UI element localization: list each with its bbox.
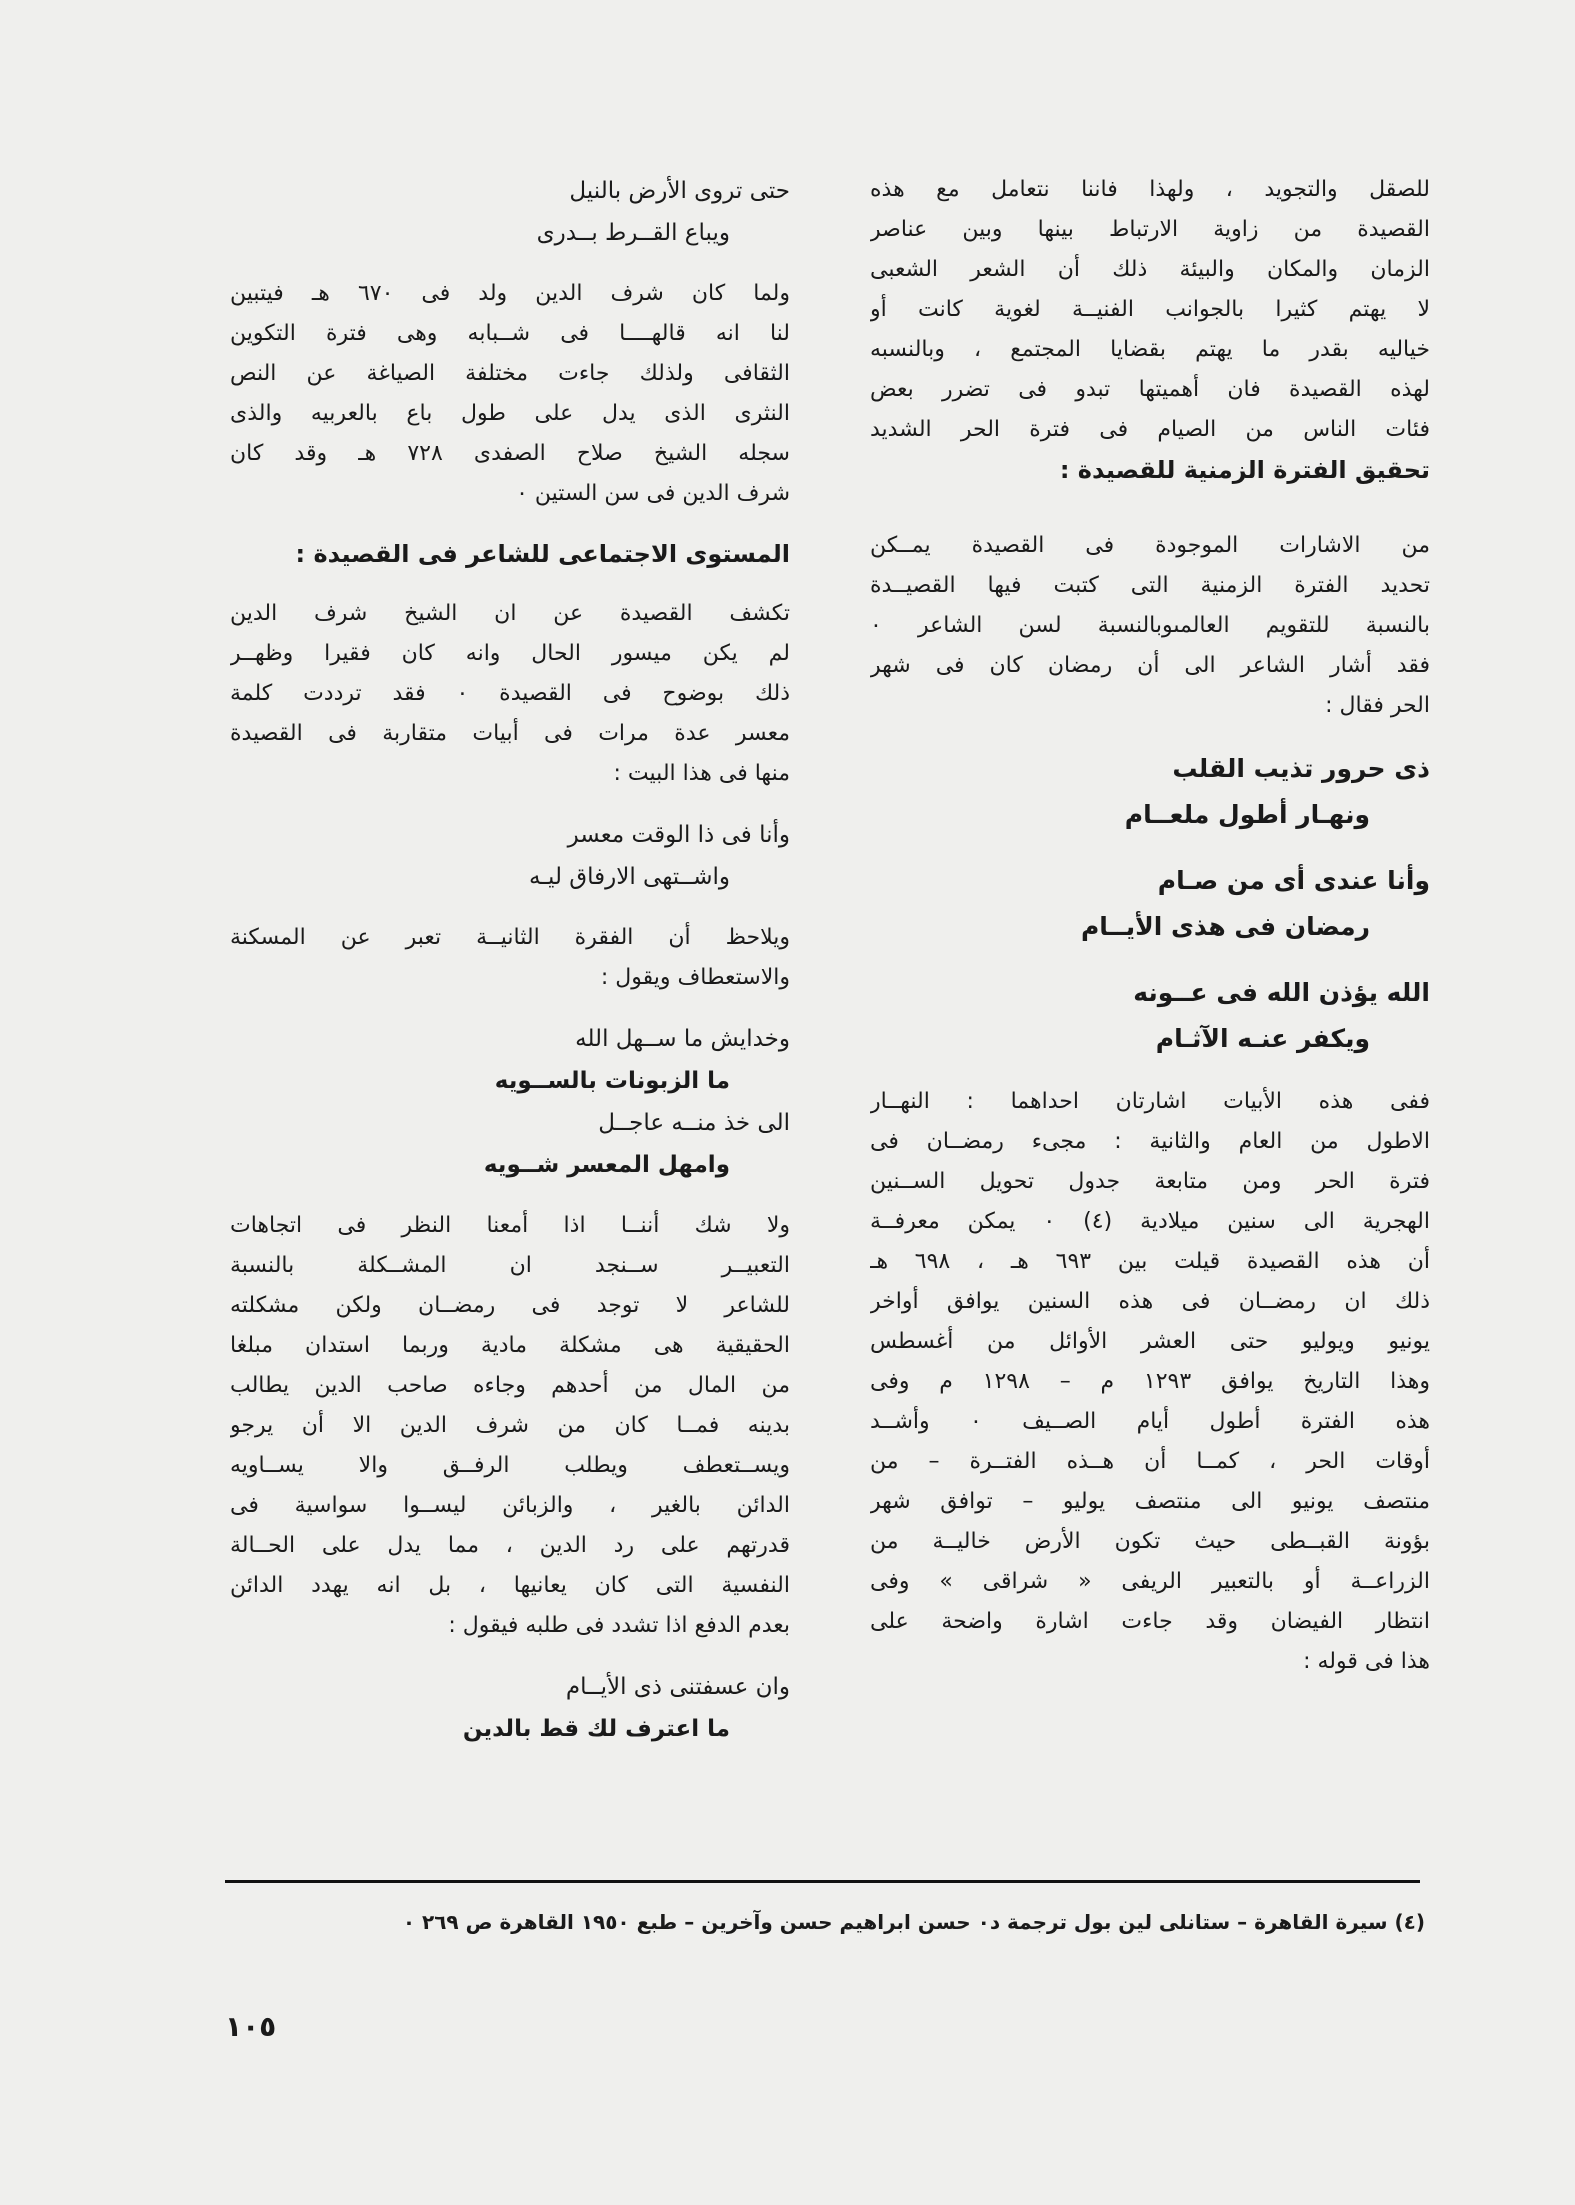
text-line: لنا انه قالهــــا فى شــبابه وهى فترة التكوين (230, 321, 790, 346)
text-line: النثرى الذى يدل على طول باع بالعربيه والذى (230, 401, 790, 426)
page-number: ١٠٥ (225, 2010, 277, 2043)
verse-stanza-6 (230, 1666, 790, 1750)
text-line: والاستعطاف ويقول : (600, 965, 790, 990)
left-paragraph-2 (230, 594, 790, 794)
text-line: فئات الناس من الصيام فى فترة الحر الشديد (870, 417, 1430, 442)
text-line: شرف الدين فى سن الستين ٠ (516, 481, 790, 506)
verse-hemistich: ونهـار أطول ملعــام (1124, 800, 1370, 829)
verse-hemistich: رمضان فى هذى الأيــام (1080, 912, 1370, 941)
text-line: الدائن بالغير ، والزبائن ليســوا سواسية فى (230, 1493, 790, 1518)
verse-top (230, 170, 790, 254)
text-line: هذه الفترة أطول أيام الصــيف ٠ وأشــد (870, 1409, 1430, 1434)
text-line: هذا فى قوله : (1303, 1649, 1430, 1674)
text-line: وهذا التاريخ يوافق ١٢٩٣ م – ١٢٩٨ م وفى (870, 1369, 1430, 1394)
text-line: انتظار الفيضان وقد جاءت اشارة واضحة على (870, 1609, 1430, 1634)
text-line: لهذه القصيدة فان أهميتها تبدو فى تضرر بعض (870, 377, 1430, 402)
text-line: منها فى هذا البيت : (613, 761, 790, 786)
text-line: منتصف يونيو الى منتصف يوليو – توافق شهر (870, 1489, 1430, 1514)
text-line: بدينه فمــا كان من شرف الدين الا أن يرجو (230, 1413, 790, 1438)
section-heading: المستوى الاجتماعى للشاعر فى القصيدة : (295, 540, 790, 568)
text-line: الزراعــة أو بالتعبير الريفى « شراقى » وفى (870, 1569, 1430, 1594)
verse-hemistich: وأنا فى ذا الوقت معسر (567, 822, 790, 848)
text-line: الزمان والمكان والبيئة ذلك أن الشعر الشعبى (870, 257, 1430, 282)
text-line: بؤونة القبــطى حيث تكون الأرض خاليــة من (870, 1529, 1430, 1554)
verse-stanza-3 (870, 970, 1430, 1062)
verse-hemistich: الله يؤذن الله فى عــونه (1133, 978, 1430, 1007)
text-line: الحر فقال : (1325, 693, 1430, 718)
text-line: تكشف القصيدة عن ان الشيخ شرف الدين (230, 601, 790, 626)
text-line: الثقافى ولذلك جاءت مختلفة الصياغة عن النص (230, 361, 790, 386)
left-paragraph-3 (230, 918, 790, 998)
text-line: الاطول من العام والثانية : مجىء رمضــان فى (870, 1129, 1430, 1154)
text-line: للشاعر لا توجد فى رمضــان ولكن مشكلته (230, 1293, 790, 1318)
text-line: معسر عدة مرات فى أبيات متقاربة فى القصيدة (230, 721, 790, 746)
text-line: سجله الشيخ صلاح الصفدى ٧٢٨ هـ وقد كان (230, 441, 790, 466)
verse-hemistich: حتى تروى الأرض بالنيل (569, 178, 790, 204)
text-line: لا يهتم كثيرا بالجوانب الفنيــة لغوية كانت أو (870, 297, 1430, 322)
left-column (230, 170, 790, 1750)
text-line: بالنسبة للتقويم العالمىوبالنسبة لسن الشاعر ٠ (870, 613, 1430, 638)
footnote-divider (225, 1880, 1420, 1883)
text-line: القصيدة من زاوية الارتباط بينها وبين عناصر (870, 217, 1430, 242)
text-line: الهجرية الى سنين ميلادية (٤) ٠ يمكن معرفــة (870, 1209, 1430, 1234)
verse-hemistich: الى خذ منــه عاجــل (598, 1110, 790, 1136)
right-paragraph-3 (870, 1082, 1430, 1682)
verse-hemistich: وامهل المعسر شــويه (483, 1152, 730, 1178)
verse-hemistich: ويباع القــرط بــدرى (536, 220, 730, 246)
text-line: ففى هذه الأبيات اشارتان احداهما : النهــار (870, 1089, 1430, 1114)
text-line: يونيو ويوليو حتى العشر الأوائل من أغسطس (870, 1329, 1430, 1354)
right-paragraph-1 (870, 170, 1430, 450)
text-line: الحقيقية هى مشكلة مادية وربما استدان مبلغا (230, 1333, 790, 1358)
text-line: التعبيــر ســنجد ان المشــكلة بالنسبة (230, 1253, 790, 1278)
text-line: قدرتهم على رد الدين ، مما يدل على الحــالة (230, 1533, 790, 1558)
section-heading: تحقيق الفترة الزمنية للقصيدة : (1059, 456, 1430, 484)
text-line: بعدم الدفع اذا تشدد فى طلبه فيقول : (448, 1613, 790, 1638)
text-line: فترة الحر ومن متابعة جدول تحويل الســنين (870, 1169, 1430, 1194)
footnote: (٤) سيرة القاهرة – ستانلى لين بول ترجمة د٠ حسن ابراهيم حسن وآخرين – طبع ١٩٥٠ القاهرة ص ٢٦٩ ٠ (402, 1910, 1425, 1934)
verse-hemistich: وخدايش ما ســهل الله (575, 1026, 790, 1052)
text-line: أن هذه القصيدة قيلت بين ٦٩٣ هـ ، ٦٩٨ هـ (870, 1249, 1430, 1274)
text-line: تحديد الفترة الزمنية التى كتبت فيها القصيــدة (870, 573, 1430, 598)
text-line: فقد أشار الشاعر الى أن رمضان كان فى شهر (870, 653, 1430, 678)
text-line: خياليه بقدر ما يهتم بقضايا المجتمع ، وبالنسبه (870, 337, 1430, 362)
text-line: لم يكن ميسور الحال وانه كان فقيرا وظهــر (230, 641, 790, 666)
verse-hemistich: ما اعترف لك قط بالدين (462, 1716, 730, 1742)
verse-hemistich: وان عسفتنى ذى الأيــام (565, 1674, 790, 1700)
text-line: أوقات الحر ، كمــا أن هــذه الفتــرة – من (870, 1449, 1430, 1474)
left-paragraph-1 (230, 274, 790, 514)
text-line: للصقل والتجويد ، ولهذا فاننا نتعامل مع هذه (870, 177, 1430, 202)
text-line: ذلك ان رمضــان فى هذه السنين يوافق أواخر (870, 1289, 1430, 1314)
text-line: ويلاحظ أن الفقرة الثانيــة تعبر عن المسكنة (230, 925, 790, 950)
verse-stanza-5 (230, 1018, 790, 1186)
right-paragraph-2 (870, 526, 1430, 726)
verse-stanza-4 (230, 814, 790, 898)
left-paragraph-4 (230, 1206, 790, 1646)
verse-hemistich: ويكفر عنـه الآثـام (1155, 1024, 1370, 1053)
text-line: النفسية التى كان يعانيها ، بل انه يهدد الدائن (230, 1573, 790, 1598)
text-line: من المال من أحدهم وجاءه صاحب الدين يطالب (230, 1373, 790, 1398)
verse-stanza-2 (870, 858, 1430, 950)
verse-hemistich: ما الزبونات بالســويه (494, 1068, 730, 1094)
text-line: ذلك بوضوح فى القصيدة ٠ فقد ترددت كلمة (230, 681, 790, 706)
verse-stanza-1 (870, 746, 1430, 838)
verse-hemistich: ذى حرور تذيب القلب (1172, 754, 1430, 783)
text-line: ولا شك أننــا اذا أمعنا النظر فى اتجاهات (230, 1213, 790, 1238)
text-line: ويســتعطف ويطلب الرفــق والا يســاويه (230, 1453, 790, 1478)
verse-hemistich: واشــتهى الارفاق ليـه (528, 864, 730, 890)
text-line: ولما كان شرف الدين ولد فى ٦٧٠ هـ فيتبين (230, 281, 790, 306)
text-line: من الاشارات الموجودة فى القصيدة يمــكن (870, 533, 1430, 558)
verse-hemistich: وأنا عندى أى من صـام (1157, 866, 1430, 895)
right-column (870, 170, 1430, 1682)
